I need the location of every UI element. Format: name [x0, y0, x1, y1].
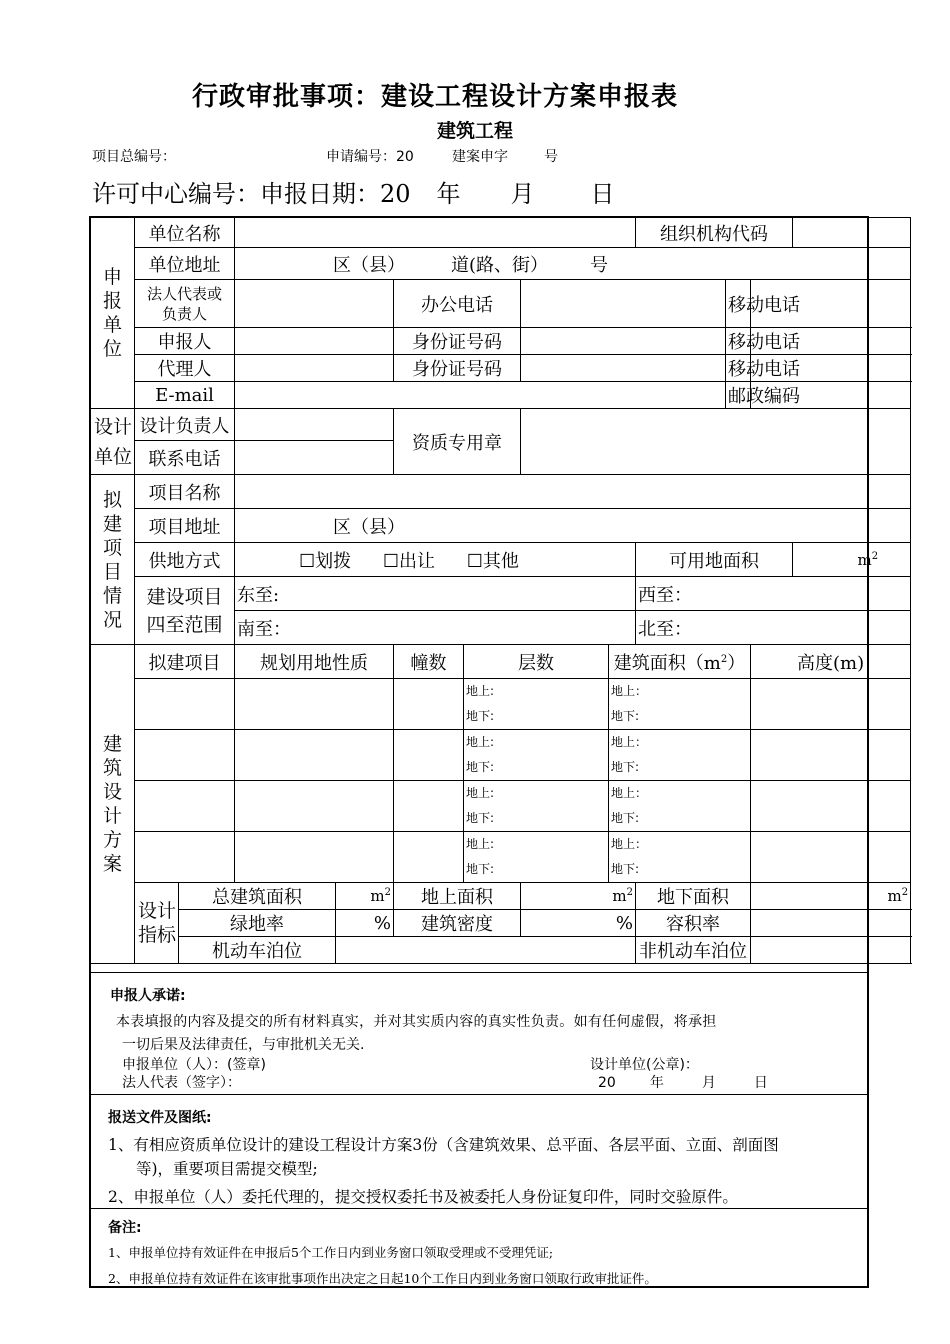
agent-id-label: 身份证号码	[394, 355, 521, 382]
above-area-field[interactable]: $m^2$	[521, 883, 636, 910]
promise-date: 20 年 月 日	[598, 1075, 768, 1091]
design-lead-field[interactable]	[235, 409, 394, 441]
motor-parking-label: 机动车泊位	[179, 937, 336, 964]
promise-design-unit: 设计单位(公章)：	[590, 1057, 699, 1073]
far-field[interactable]	[751, 910, 911, 937]
col-floors: 层数	[464, 645, 609, 679]
declarant-id-field[interactable]	[521, 328, 726, 355]
row2-floors[interactable]: 地上: 地下:	[464, 730, 609, 781]
west-field[interactable]: 西至：	[636, 577, 911, 611]
postcode-label: 邮政编码	[726, 382, 751, 409]
row3-project[interactable]	[135, 781, 235, 832]
row1-project[interactable]	[135, 679, 235, 730]
project-section-label: 拟建项目情况	[91, 475, 135, 645]
row4-land-use[interactable]	[235, 832, 394, 883]
promise-line1: 本表填报的内容及提交的所有材料真实，并对其实质内容的真实性负责。如有任何虚假，将承担	[116, 1014, 717, 1030]
documents-item1: 1、有相应资质单位设计的建设工程设计方案3份（含建筑效果、总平面、各层平面、立面、剖面图	[108, 1136, 779, 1154]
unit-name-field[interactable]	[235, 218, 636, 248]
nonmotor-parking-label: 非机动车泊位	[636, 937, 751, 964]
row3-floors[interactable]: 地上: 地下:	[464, 781, 609, 832]
remarks-heading: 备注:	[108, 1220, 142, 1236]
land-supply-options	[235, 543, 636, 577]
legal-mobile-label: 移动电话	[726, 280, 751, 328]
documents-heading: 报送文件及图纸:	[108, 1110, 212, 1126]
green-rate-label: 绿地率	[179, 910, 336, 937]
option-other[interactable]: ☐其他	[466, 550, 519, 572]
license-date-line: 许可中心编号：申报日期：20 年 月 日	[92, 180, 615, 208]
row2-project[interactable]	[135, 730, 235, 781]
promise-legal: 法人代表（签字）：	[122, 1075, 241, 1091]
usable-area-label: 可用地面积	[636, 543, 793, 577]
col-proposed-project: 拟建项目	[135, 645, 235, 679]
land-supply-label: 供地方式	[135, 543, 235, 577]
project-number-label: 项目总编号：	[92, 149, 176, 165]
remarks-item1: 1、申报单位持有效证件在申报后5个工作日内到业务窗口领取受理或不受理凭证;	[108, 1245, 554, 1260]
row3-height[interactable]	[751, 781, 911, 832]
legal-rep-label: 法人代表或负责人	[135, 280, 235, 328]
declarant-label: 申报人	[135, 328, 235, 355]
row3-area[interactable]: 地上： 地下:	[609, 781, 751, 832]
under-area-label: 地下面积	[636, 883, 751, 910]
form-subtitle: 建筑工程	[436, 120, 513, 142]
above-area-label: 地上面积	[394, 883, 521, 910]
agent-label: 代理人	[135, 355, 235, 382]
applicant-section-label: 申报单位	[91, 218, 135, 409]
row2-height[interactable]	[751, 730, 911, 781]
declarant-id-label: 身份证号码	[394, 328, 521, 355]
promise-unit: 申报单位（人）：(签章)	[122, 1057, 266, 1073]
legal-rep-field[interactable]	[235, 280, 394, 328]
row4-project[interactable]	[135, 832, 235, 883]
far-label: 容积率	[636, 910, 751, 937]
row1-area[interactable]: 地上： 地下:	[609, 679, 751, 730]
col-floor-area: 建筑面积$(m^2)$	[609, 645, 751, 679]
density-field[interactable]: %	[521, 910, 636, 937]
project-name-field[interactable]	[235, 475, 911, 509]
remarks-section	[90, 1208, 868, 1288]
org-code-field[interactable]	[793, 218, 911, 248]
row4-area[interactable]: 地上： 地下:	[609, 832, 751, 883]
office-phone-label: 办公电话	[394, 280, 521, 328]
email-label: E-mail	[135, 382, 235, 409]
green-rate-field[interactable]: %	[336, 910, 394, 937]
unit-name-label: 单位名称	[135, 218, 235, 248]
option-transfer[interactable]: ☐出让	[382, 550, 436, 572]
nonmotor-parking-field[interactable]	[751, 937, 911, 964]
project-address-field[interactable]: 区（县）	[235, 509, 911, 543]
promise-line2: 一切后果及法律责任，与审批机关无关.	[122, 1037, 365, 1053]
project-address-label: 项目地址	[135, 509, 235, 543]
row4-buildings[interactable]	[394, 832, 464, 883]
col-height: 高度(m)	[751, 645, 911, 679]
usable-area-field[interactable]: $m^2$	[793, 543, 911, 577]
bounds-label: 建设项目四至范围	[135, 577, 235, 645]
form-title: 行政审批事项：建设工程设计方案申报表	[191, 82, 678, 112]
motor-parking-field[interactable]	[336, 937, 636, 964]
qualification-seal-label: 资质专用章	[394, 409, 521, 475]
declarant-field[interactable]	[235, 328, 394, 355]
case-number-suffix: 号	[544, 149, 558, 165]
north-field[interactable]: 北至：	[636, 611, 911, 645]
option-allocation[interactable]: ☐划拨	[299, 550, 352, 572]
row3-buildings[interactable]	[394, 781, 464, 832]
east-field[interactable]: 东至:	[235, 577, 636, 611]
application-number-label: 申请编号：20	[326, 149, 414, 165]
application-table	[90, 217, 911, 964]
under-area-field[interactable]: $m^2$	[751, 883, 911, 910]
design-plan-section-label: 建筑设计方案	[91, 645, 135, 964]
density-label: 建筑密度	[394, 910, 521, 937]
row4-floors[interactable]: 地上: 地下:	[464, 832, 609, 883]
project-name-label: 项目名称	[135, 475, 235, 509]
row2-buildings[interactable]	[394, 730, 464, 781]
agent-id-field[interactable]	[521, 355, 726, 382]
remarks-item2: 2、申报单位持有效证件在该审批事项作出决定之日起10个工作日内到业务窗口领取行政审批证件。	[108, 1271, 657, 1286]
row3-land-use[interactable]	[235, 781, 394, 832]
declarant-mobile-label: 移动电话	[726, 328, 751, 355]
col-land-use: 规划用地性质	[235, 645, 394, 679]
qualification-seal-field[interactable]	[521, 409, 911, 475]
email-field[interactable]	[235, 382, 726, 409]
applicant-promise	[90, 972, 868, 1094]
agent-field[interactable]	[235, 355, 394, 382]
total-area-label: 总建筑面积	[179, 883, 336, 910]
south-field[interactable]: 南至：	[235, 611, 636, 645]
row1-land-use[interactable]	[235, 679, 394, 730]
documents-item2: 2、申报单位（人）委托代理的，提交授权委托书及被委托人身份证复印件，同时交验原件。	[108, 1188, 738, 1206]
agent-mobile-label: 移动电话	[726, 355, 751, 382]
total-area-field[interactable]: $m^2$	[336, 883, 394, 910]
row1-buildings[interactable]	[394, 679, 464, 730]
row1-floors[interactable]: 地上: 地下:	[464, 679, 609, 730]
row1-height[interactable]	[751, 679, 911, 730]
case-number-label: 建案申字	[452, 149, 508, 165]
design-phone-label: 联系电话	[135, 441, 235, 475]
documents-item1-cont: 等)，重要项目需提交模型;	[136, 1160, 318, 1178]
unit-address-label: 单位地址	[135, 248, 235, 280]
row4-height[interactable]	[751, 832, 911, 883]
org-code-label: 组织机构代码	[636, 218, 793, 248]
col-buildings: 幢数	[394, 645, 464, 679]
row2-area[interactable]: 地上： 地下:	[609, 730, 751, 781]
indicators-label: 设计指标	[135, 883, 179, 964]
unit-address-field[interactable]: 区（县） 道(路、街） 号	[235, 248, 911, 280]
documents-section	[90, 1094, 868, 1208]
office-phone-field[interactable]	[521, 280, 726, 328]
design-lead-label: 设计负责人	[135, 409, 235, 441]
row2-land-use[interactable]	[235, 730, 394, 781]
promise-heading: 申报人承诺:	[110, 988, 186, 1004]
design-unit-section-label: 设计单位	[91, 409, 135, 475]
design-phone-field[interactable]	[235, 441, 394, 475]
